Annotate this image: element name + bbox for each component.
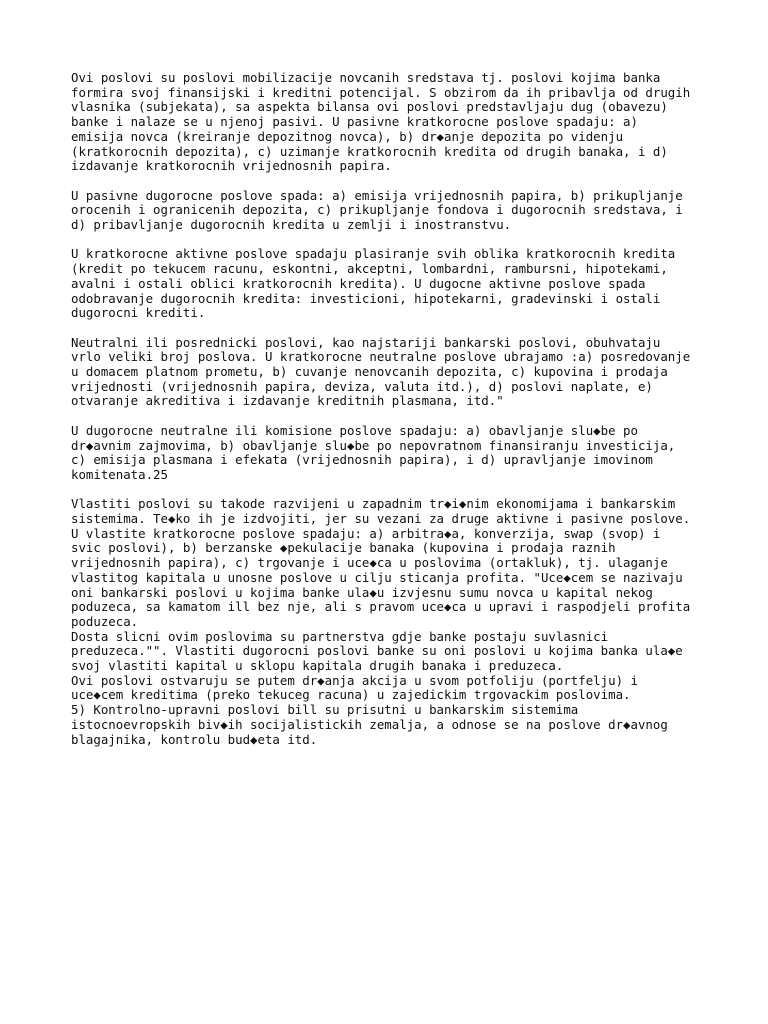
paragraph-pasivni-dugorocni: U pasivne dugorocne poslove spada: a) emisija vrijednosnih papira, b) prikupljanje orocenih i ogranicenih depozita, c) prikupljanje fondova i dugorocnih sredstava, i d) pribavljanje dugorocnih kredita u zemlji i inostranstvu. [71, 187, 683, 233]
paragraph-neutralni-dugorocni: U dugorocne neutralne ili komisione poslove spadaju: a) obavljanje slu◆be po dr◆avnim zajmovima, b) obavljanje slu◆be po nepovratnom finansiranju investicija, c) emisija plasmana i efekata (vrijednosnih papira), i d) upravljanje imovinom komitenata.25 [71, 422, 676, 482]
document-page [71, 71, 731, 747]
paragraph-pasivni-kratkorocni: Ovi poslovi su poslovi mobilizacije novcanih sredstava tj. poslovi kojima banka formira svoj finansijski i kreditni potencijal. S obzirom da ih pribavlja od drugih vlasnika (subjekata), sa aspekta bilansa ovi poslovi predstavljaju dug (obavezu) banke i nalaze se u njenoj pasivi. U pasivne kratkorocne poslove spadaju: a) emisija novca (kreiranje depozitnog novca), b) dr◆anje depozita po videnju (kratkorocnih depozita), c) uzimanje kratkorocnih kredita od drugih banaka, i d) izdavanje kratkorocnih vrijednosnih papira. [71, 70, 691, 174]
paragraph-neutralni-kratkorocni: Neutralni ili posrednicki poslovi, kao najstariji bankarski poslovi, obuhvataju vrlo veliki broj poslova. U kratkorocne neutralne poslove ubrajamo :a) posredovanje u domacem platnom prometu, b) cuvanje nenovcanih depozita, c) kupovina i prodaja vrijednosti (vrijednosnih papira, deviza, valuta itd.), d) poslovi naplate, e) otvaranje akreditiva i izdavanje kreditnih plasmana, itd." [71, 334, 691, 409]
paragraph-vlastiti-poslovi: Vlastiti poslovi su takode razvijeni u zapadnim tr◆i◆nim ekonomijama i bankarskim sistemima. Te◆ko ih je izdvojiti, jer su vezani za druge aktivne i pasivne poslove. U vlastite kratkorocne poslove spadaju: a) arbitra◆a, konverzija, swap (svop) i svic poslovi), b) berzanske ◆pekulacije banaka (kupovina i prodaja raznih vrijednosnih papira), c) trgovanje i uce◆ca u poslovima (ortakluk), tj. ulaganje vlastitog kapitala u unosne poslove u cilju sticanja profita. "Uce◆cem se nazivaju oni bankarski poslovi u kojima banke ula◆u izvjesnu sumu novca u kapital nekog poduzeca, sa kamatom ill bez nje, ali s pravom uce◆ca u upravi i raspodjeli profita poduzeca. Dosta slicni ovim poslovima su partnerstva gdje banke postaju suvlasnici preduzeca."". Vlastiti dugorocni poslovi banke su oni poslovi u kojima banka ula◆e svoj vlastiti kapital u sklopu kapitala drugih banaka i preduzeca. Ovi poslovi ostvaruju se putem dr◆anja akcija u svom potfoliju (portfelju) i uce◆cem kreditima (preko tekuceg racuna) u zajedickim trgovackim poslovima. 5) Kontrolno-upravni poslovi bill su prisutni u bankarskim sistemima istocnoevropskih biv◆ih socijalistickih zemalja, a odnose se na poslove dr◆avnog blagajnika, kontrolu bud◆eta itd. [71, 496, 691, 747]
paragraph-aktivni-poslovi: U kratkorocne aktivne poslove spadaju plasiranje svih oblika kratkorocnih kredita (kredit po tekucem racunu, eskontni, akceptni, lombardni, rambursni, hipotekami, avalni i ostali oblici kratkorocnih kredita). U dugocne aktivne poslove spada odobravanje dugorocnih kredita: investicioni, hipotekarni, gradevinski i ostali dugorocni krediti. [71, 246, 676, 321]
